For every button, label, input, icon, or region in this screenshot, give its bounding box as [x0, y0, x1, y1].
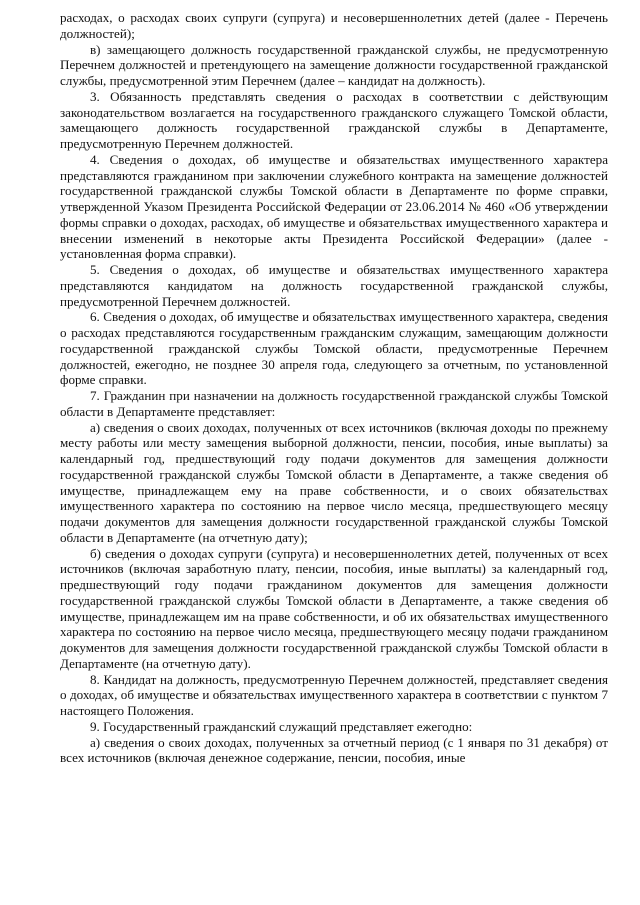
paragraph-5: 5. Сведения о доходах, об имуществе и обязательствах имущественного характера представляются кандидатом на должность государственной гражданской службы, предусмотренной Перечнем должностей. [60, 262, 608, 309]
paragraph-6: 6. Сведения о доходах, об имуществе и обязательствах имущественного характера, сведения о расходах представляются государственным гражданским служащим, замещающим должности государственной гражданской службы Томской области, предусмотренные Перечнем должностей, ежегодно, не позднее 30 апреля года, следующего за отчетным, по установленной форме справки. [60, 309, 608, 388]
paragraph-9: 9. Государственный гражданский служащий представляет ежегодно: [90, 718, 473, 734]
paragraph-subitem-v: в) замещающего должность государственной гражданской службы, не предусмотренную Перечнем должностей и претендующего на замещение должности государственной гражданской службы, предусмотренной этим Перечнем (далее – кандидат на должность). [60, 41, 608, 88]
paragraph-7: 7. Гражданин при назначении на должность государственной гражданской службы Томской области в Департаменте представляет: [60, 388, 608, 419]
paragraph-8: 8. Кандидат на должность, предусмотренную Перечнем должностей, представляет сведения о доходах, об имуществе и обязательствах имущественного характера в соответствии с пунктом 7 настоящего Положения. [60, 671, 608, 718]
paragraph-continuation: расходах, о расходах своих супруги (супруга) и несовершеннолетних детей (далее - Перечень должностей); [60, 10, 608, 41]
paragraph-7-a: а) сведения о своих доходах, полученных от всех источников (включая доходы по прежнему месту работы или месту замещения выборной должности, пенсии, пособия, иные выплаты) за календарный год, предшествующий году подачи документов для замещения должности государственной гражданской службы Томской области в Департаменте, а также сведения об имуществе, принадлежащем ему на праве собственности, и о своих обязательствах имущественного характера по состоянию на первое число месяца, предшествующего месяцу подачи документов для замещения должности государственной гражданской службы Томской области в Департаменте (на отчетную дату); [60, 419, 608, 545]
paragraph-4: 4. Сведения о доходах, об имуществе и обязательствах имущественного характера представляются гражданином при заключении служебного контракта на замещение должностей государственной гражданской службы Томской области в Департаменте по форме справки, утвержденной Указом Президента Российской Федерации от 23.06.2014 № 460 «Об утверждении формы справки о доходах, расходах, об имуществе и обязательствах имущественного характера и внесении изменений в некоторые акты Президента Российской Федерации» (далее - установленная форма справки). [60, 151, 608, 262]
paragraph-7-b: б) сведения о доходах супруги (супруга) и несовершеннолетних детей, полученных от всех источников (включая заработную плату, пенсии, пособия, иные выплаты) за календарный год, предшествующий году подачи гражданином документов для замещения должности государственной гражданской службы Томской области в Департаменте, а также сведения об имуществе, принадлежащем им на праве собственности, и об их обязательствах имущественного характера по состоянию на первое число месяца, предшествующего месяцу подачи гражданином документов для замещения должности государственной гражданской службы Томской области в Департаменте (на отчетную дату). [60, 545, 608, 671]
paragraph-9-a: а) сведения о своих доходах, полученных за отчетный период (с 1 января по 31 декабря) от всех источников (включая денежное содержание, пенсии, пособия, иные [60, 734, 608, 766]
paragraph-3: 3. Обязанность представлять сведения о расходах в соответствии с действующим законодательством возлагается на государственного гражданского служащего Томской области, замещающего должность государственной гражданской службы в Департаменте, предусмотренную Перечнем должностей. [60, 88, 608, 151]
